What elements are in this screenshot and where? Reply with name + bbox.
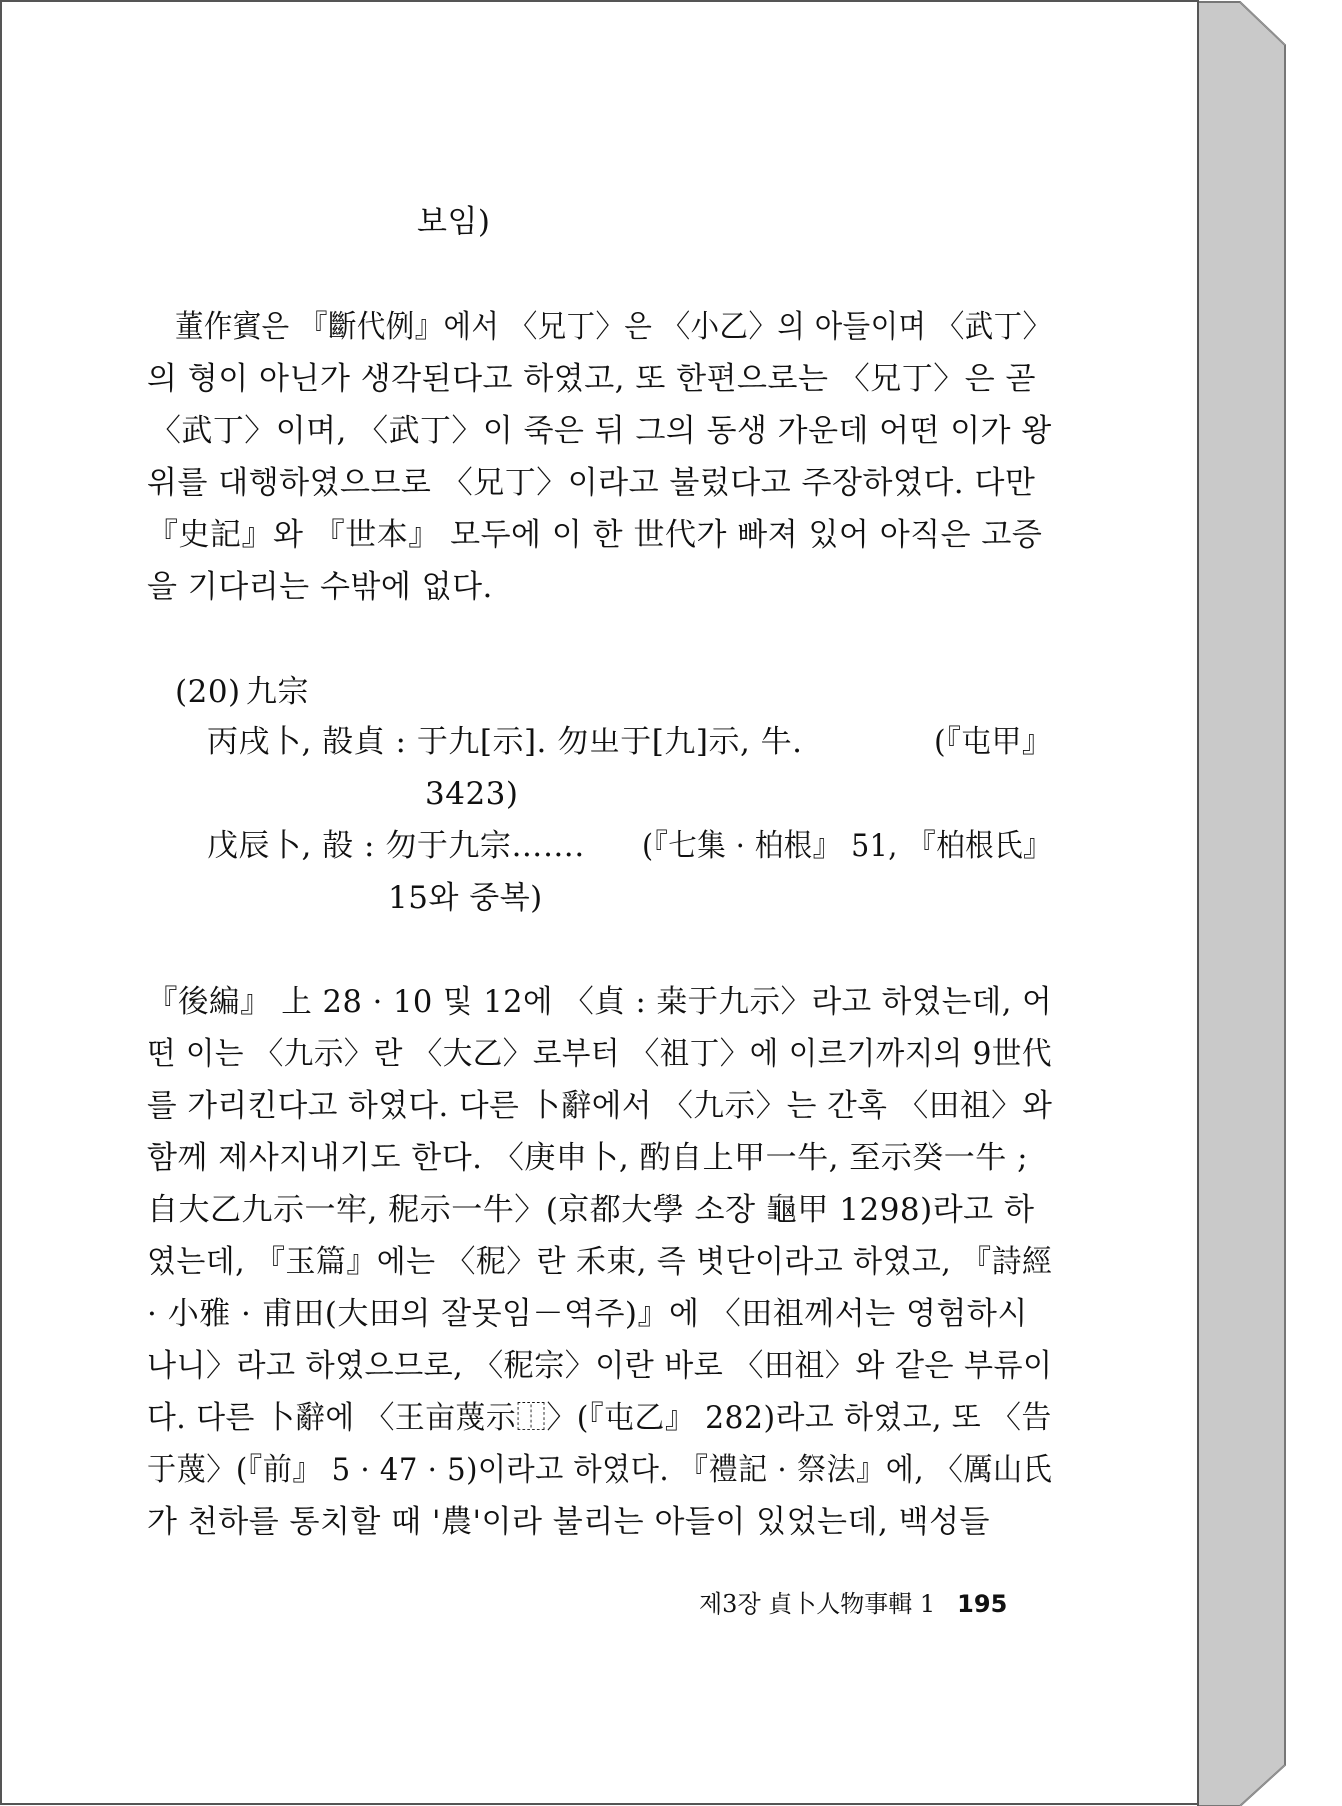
inscription-1: 丙戌卜, 㱿貞 : 于九[示]. 勿㞢于[九]示, 牛.	[207, 724, 803, 760]
paragraph-2-line: · 小雅 · 甫田(大田의 잘못임－역주)』에 〈田祖께서는 영험하시	[147, 1296, 1028, 1332]
inscription-2-ref-cont: 15와 중복)	[388, 880, 543, 916]
paragraph-1-line: 의 형이 아닌가 생각된다고 하였고, 또 한편으로는 〈兄丁〉은 곧	[147, 361, 1036, 397]
inscription-1-ref-cont: 3423)	[425, 776, 519, 812]
inscription-1-ref: (『屯甲』	[934, 724, 1053, 760]
paragraph-2-line: 였는데, 『玉篇』에는 〈秜〉란 禾束, 즉 볏단이라고 하였고, 『詩經	[147, 1244, 1053, 1280]
paragraph-1-line: 〈武丁〉이며, 〈武丁〉이 죽은 뒤 그의 동생 가운데 어떤 이가 왕	[150, 413, 1052, 449]
page-number: 195	[957, 1590, 1008, 1618]
paragraph-2-line: 나니〉라고 하였으므로, 〈秜宗〉이란 바로 〈田祖〉와 같은 부류이	[147, 1348, 1053, 1384]
inscription-2-ref: (『七集 · 柏根』 51, 『柏根氏』	[642, 828, 1053, 864]
paragraph-2-line: 『後編』 上 28 · 10 및 12에 〈貞 : 桒于九示〉라고 하였는데, 어	[147, 984, 1053, 1020]
section-number: (20)	[175, 674, 241, 710]
paragraph-2-line: 于蔑〉(『前』 5 · 47 · 5)이라고 하였다. 『禮記 · 祭法』에, 〈厲山氏	[147, 1452, 1053, 1488]
paragraph-2-line: 를 가리킨다고 하였다. 다른 卜辭에서 〈九示〉는 간혹 〈田祖〉와	[147, 1088, 1053, 1124]
paragraph-1-line: 을 기다리는 수밖에 없다.	[147, 569, 493, 605]
paragraph-2-line: 함께 제사지내기도 한다. 〈庚申卜, 酌自上甲一牛, 至示癸一牛 ;	[147, 1140, 1029, 1176]
paragraph-1-line: 『史記』와 『世本』 모두에 이 한 世代가 빠져 있어 아직은 고증	[147, 517, 1043, 553]
paragraph-2-line: 다. 다른 卜辭에 〈王亩蔑示⿰〉(『屯乙』 282)라고 하였고, 또 〈告	[147, 1400, 1052, 1436]
inscription-2: 戊辰卜, 㱿 : 勿于九宗…….	[207, 828, 585, 864]
paragraph-2-line: 自大乙九示一牢, 秜示一牛〉(京都大學 소장 龜甲 1298)라고 하	[147, 1192, 1035, 1228]
book-edge	[1198, 2, 1285, 1806]
paragraph-2-line: 떤 이는 〈九示〉란 〈大乙〉로부터 〈祖丁〉에 이르기까지의 9世代	[147, 1036, 1052, 1072]
footer-chapter: 제3장 貞卜人物事輯 1	[699, 1590, 936, 1618]
paragraph-1-line: 董作賓은 『斷代例』에서 〈兄丁〉은 〈小乙〉의 아들이며 〈武丁〉	[175, 309, 1052, 345]
paragraph-1-line: 위를 대행하였으므로 〈兄丁〉이라고 불렀다고 주장하였다. 다만	[147, 465, 1036, 501]
paragraph-2-line: 가 천하를 통치할 때 '農'이라 불리는 아들이 있었는데, 백성들	[147, 1504, 990, 1540]
opening-line: 보임)	[417, 204, 491, 240]
page-footer	[699, 1587, 1007, 1621]
document-page	[2, 2, 1198, 1802]
section-title: 九宗	[246, 674, 309, 710]
